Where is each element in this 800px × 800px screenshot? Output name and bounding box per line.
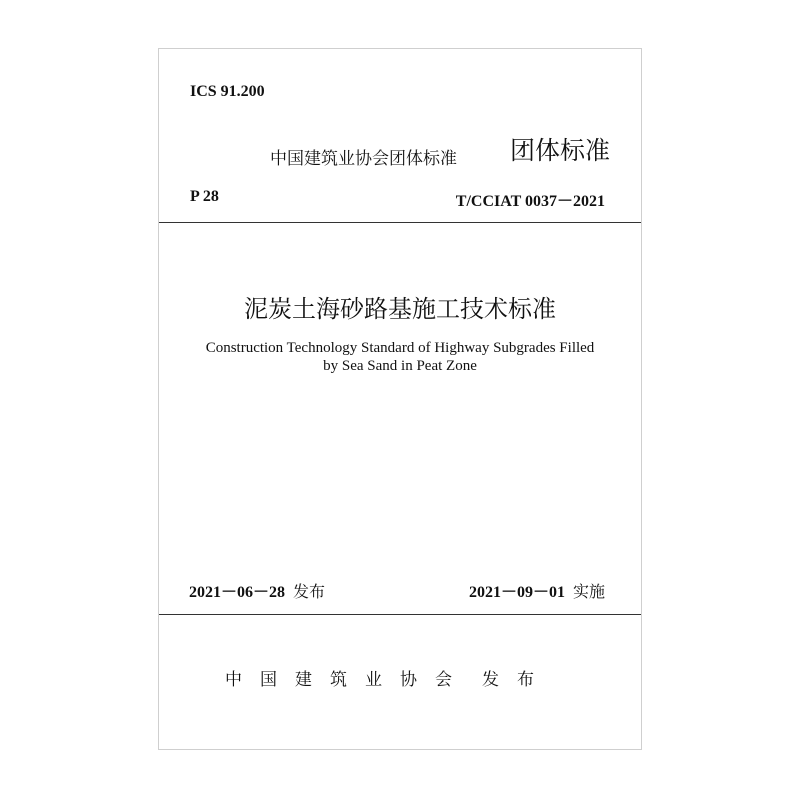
top-divider [159, 222, 641, 223]
publish-label: 发布 [482, 670, 552, 690]
p-code: P 28 [190, 188, 219, 205]
standard-number: T/CCIAT 0037－2021 [455, 193, 605, 210]
standard-kind: 团体标准 [510, 136, 611, 165]
title-english-line1: Construction Technology Standard of Highway Subgrades Filled [205, 340, 595, 356]
title-chinese: 泥炭土海砂路基施工技术标准 [244, 297, 556, 323]
ics-code: ICS 91.200 [190, 83, 265, 100]
implement-date: 2021－09－01 [468, 584, 565, 601]
bottom-divider [159, 614, 641, 615]
publisher-name: 中国建筑业协会 [225, 670, 470, 690]
association-standard-label: 中国建筑业协会团体标准 [270, 149, 457, 169]
title-english-line2: by Sea Sand in Peat Zone [323, 358, 477, 374]
issue-date-block [189, 579, 325, 602]
implement-label: 实施 [572, 582, 605, 601]
title-english [159, 339, 641, 375]
standard-cover [158, 48, 642, 750]
issue-label: 发布 [293, 582, 326, 601]
publisher-line [225, 665, 552, 690]
issue-date: 2021－06－28 [189, 584, 286, 601]
implement-date-block [469, 579, 605, 602]
